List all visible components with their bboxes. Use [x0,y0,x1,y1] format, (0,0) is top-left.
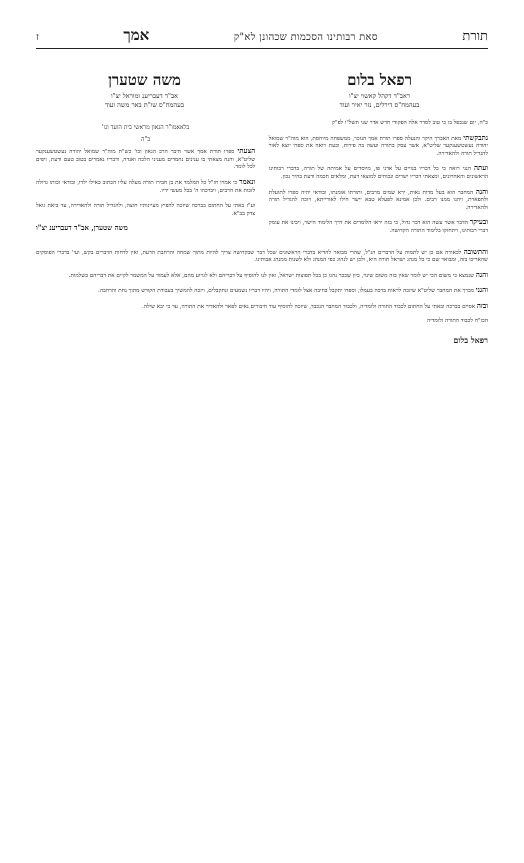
paragraph: והנה המחבר הוא בעל מדות נאות, ירא שמים מרבים, ותורתו אומנתו, ובודאי יהיה ספרו לתועלת ולתפארת, ויהנו ממנו רבים. ולכן אמינא לפעלא טבא יישר חילו לאורייתא, ויזכה להגדיל תורה ולהאדירה. [268,186,488,211]
document-page [36,26,488,843]
closing-signature: רפאל בלום [453,335,488,346]
page-number: ז [36,32,39,43]
running-head [36,26,488,49]
paragraph: והתשובה לכאורה אם כן יש לתמוה על הדברים הנ"ל, שהרי מבואר להדיא בדברי הראשונים שכל דבר שבקדושה צריך להיות מתוך שמחה והרחבת הדעת, ואין לדחות הדברים בקש, ועי' בדברי הפוסקים שהאריכו בזה, ומבואר שם כי כל מנהג ישראל תורה היא, ולכן יש לנהוג כפי המנהג ולא לשנות ממנהג אבותינו. [36,246,488,264]
full-width-body [36,248,488,326]
paragraph: ובזה אסיים בברכה ובאתי על החתום לכבוד התורה ולומדיה, ולכבוד המחבר הנכבד, שיזכה להוסיף עוד חיבורים נאים לפאר ולהאדיר את התורה, עד כי יבא שילה. [141,300,488,310]
left-column [36,120,255,242]
signer-name-right: רפאל בלום [347,71,412,89]
column-header: בלאאמו"ר הגאון מראשי בית הועד וגו' [101,124,190,131]
column-subheader: ב"ה [141,135,151,143]
running-head-part: אמך [123,26,150,44]
running-head-title: סאת רבותינו הסכמות שכהונן לא"ק [233,32,378,43]
closing-text: הכו"ח לכבוד התורה ולומדיה [427,317,488,324]
signer-works-left: בעהמח"ס שו"ת באר משה ועוד [104,101,184,109]
paragraph: והנה שנמצא כי משום הכי יש לומר שאין בזה משום שינוי, כיון שכבר נהגו כן בכל תפוצות ישראל, ואין לנו להוסיף על דבריהם ולא לגרוע מהם, אלא לעמוד על המשמר לקיים את דבריהם בשלמות. [68,269,488,279]
signer-title-right: ראב"ד דקהל קאשוי יצ"ו [349,92,411,100]
right-column [269,120,488,242]
paragraph: הצעתי ספרו תורת אמך אשר חיבר הרב הגאון וכו' כש"ת מוה"ר שמואל יהודה נעשטשענקער שליט"א, והנה מצאתי בו ענינים נחמדים מעניני הלכה ואגדה, ודבריו נאמרים בטוב טעם ודעת, ויפים לכל לומד. [36,146,256,171]
paragraph: והנני מברך את המחבר שליט"א שיזכה לראות ברכה בעמלו, וספרו יתקבל בחיבה אצל לומדי התורה, ויהיו דבריו נשמעים ונתקבלים, ויזכה להמשיך בעבודת הקודש מתוך נחת והרחבה. [98,285,488,295]
paragraph: נתבקשתי מאת האברך היקר והנעלה ספרו תורת אמך הנזכר, ממשפחה מיוחסת, הוא מוה"ר שמואל יהודה נעשטשענקער שליט"א, אשר עסק בתורה ועשה בה פירות, וכעת רואה את ספרו יוצא לאור להגדיל תורה ולהאדירה. [268,132,488,157]
paragraph: ועתה הנני רואה כי כל דבריו בנויים על אדני פז, מיוסדים על אמיתה של תורה, בדברי רבותינו הראשונים והאחרונים, ומצאתי דבריו ישרים ונכוחים למוצאי דעת, ומלאים חכמה ודעת בהיר נכון. [268,163,489,180]
signer-title-left: אב"ד דעבריענ ומוראל יצ"ו [110,92,178,100]
paragraph: וע"ז באתי על החתום בברכה שיזכה להפיץ מעיינותיו חוצה, ולהגדיל תורה ולהאדירה, עד ביאת גואל צדק בב"א. [36,203,256,217]
opening-line: כ"ה, יום שנכפל בו כי טוב לסדר אלה הפקודי חדש אדר שני תשל"ו לפ"ק [332,120,488,126]
signer-works-right: בעהמח"ס דירלים, נזר יאיר ועוד [339,101,420,109]
running-head-book: תורת [462,29,488,44]
approbation-signatures [36,71,488,110]
paragraph: ובעיקר הדבר אשר עשה הוא דבר גדול, כי בזה יראו הלומדים את דרך הלימוד הישר, ויבינו את עומק דברי רבותינו, ויתחזקו בלימוד התורה הקדושה. [268,217,489,234]
signature-left [36,71,253,110]
two-column-body [36,120,488,242]
signer-name-left: משה שטערן [108,71,181,89]
signature-right [271,71,488,110]
left-column-signer: משה שטערן, אב"ד דעבריענ יצ"ו [36,223,128,233]
paragraph: ונאמר כי אמרו חז"ל כל המלמד את בן חבירו תורה מעלה עליו הכתוב כאילו ילדו, ובודאי זכותו גדולה לזכות את הרבים, ויברכהו ה' בכל מעשי ידיו. [36,176,256,194]
